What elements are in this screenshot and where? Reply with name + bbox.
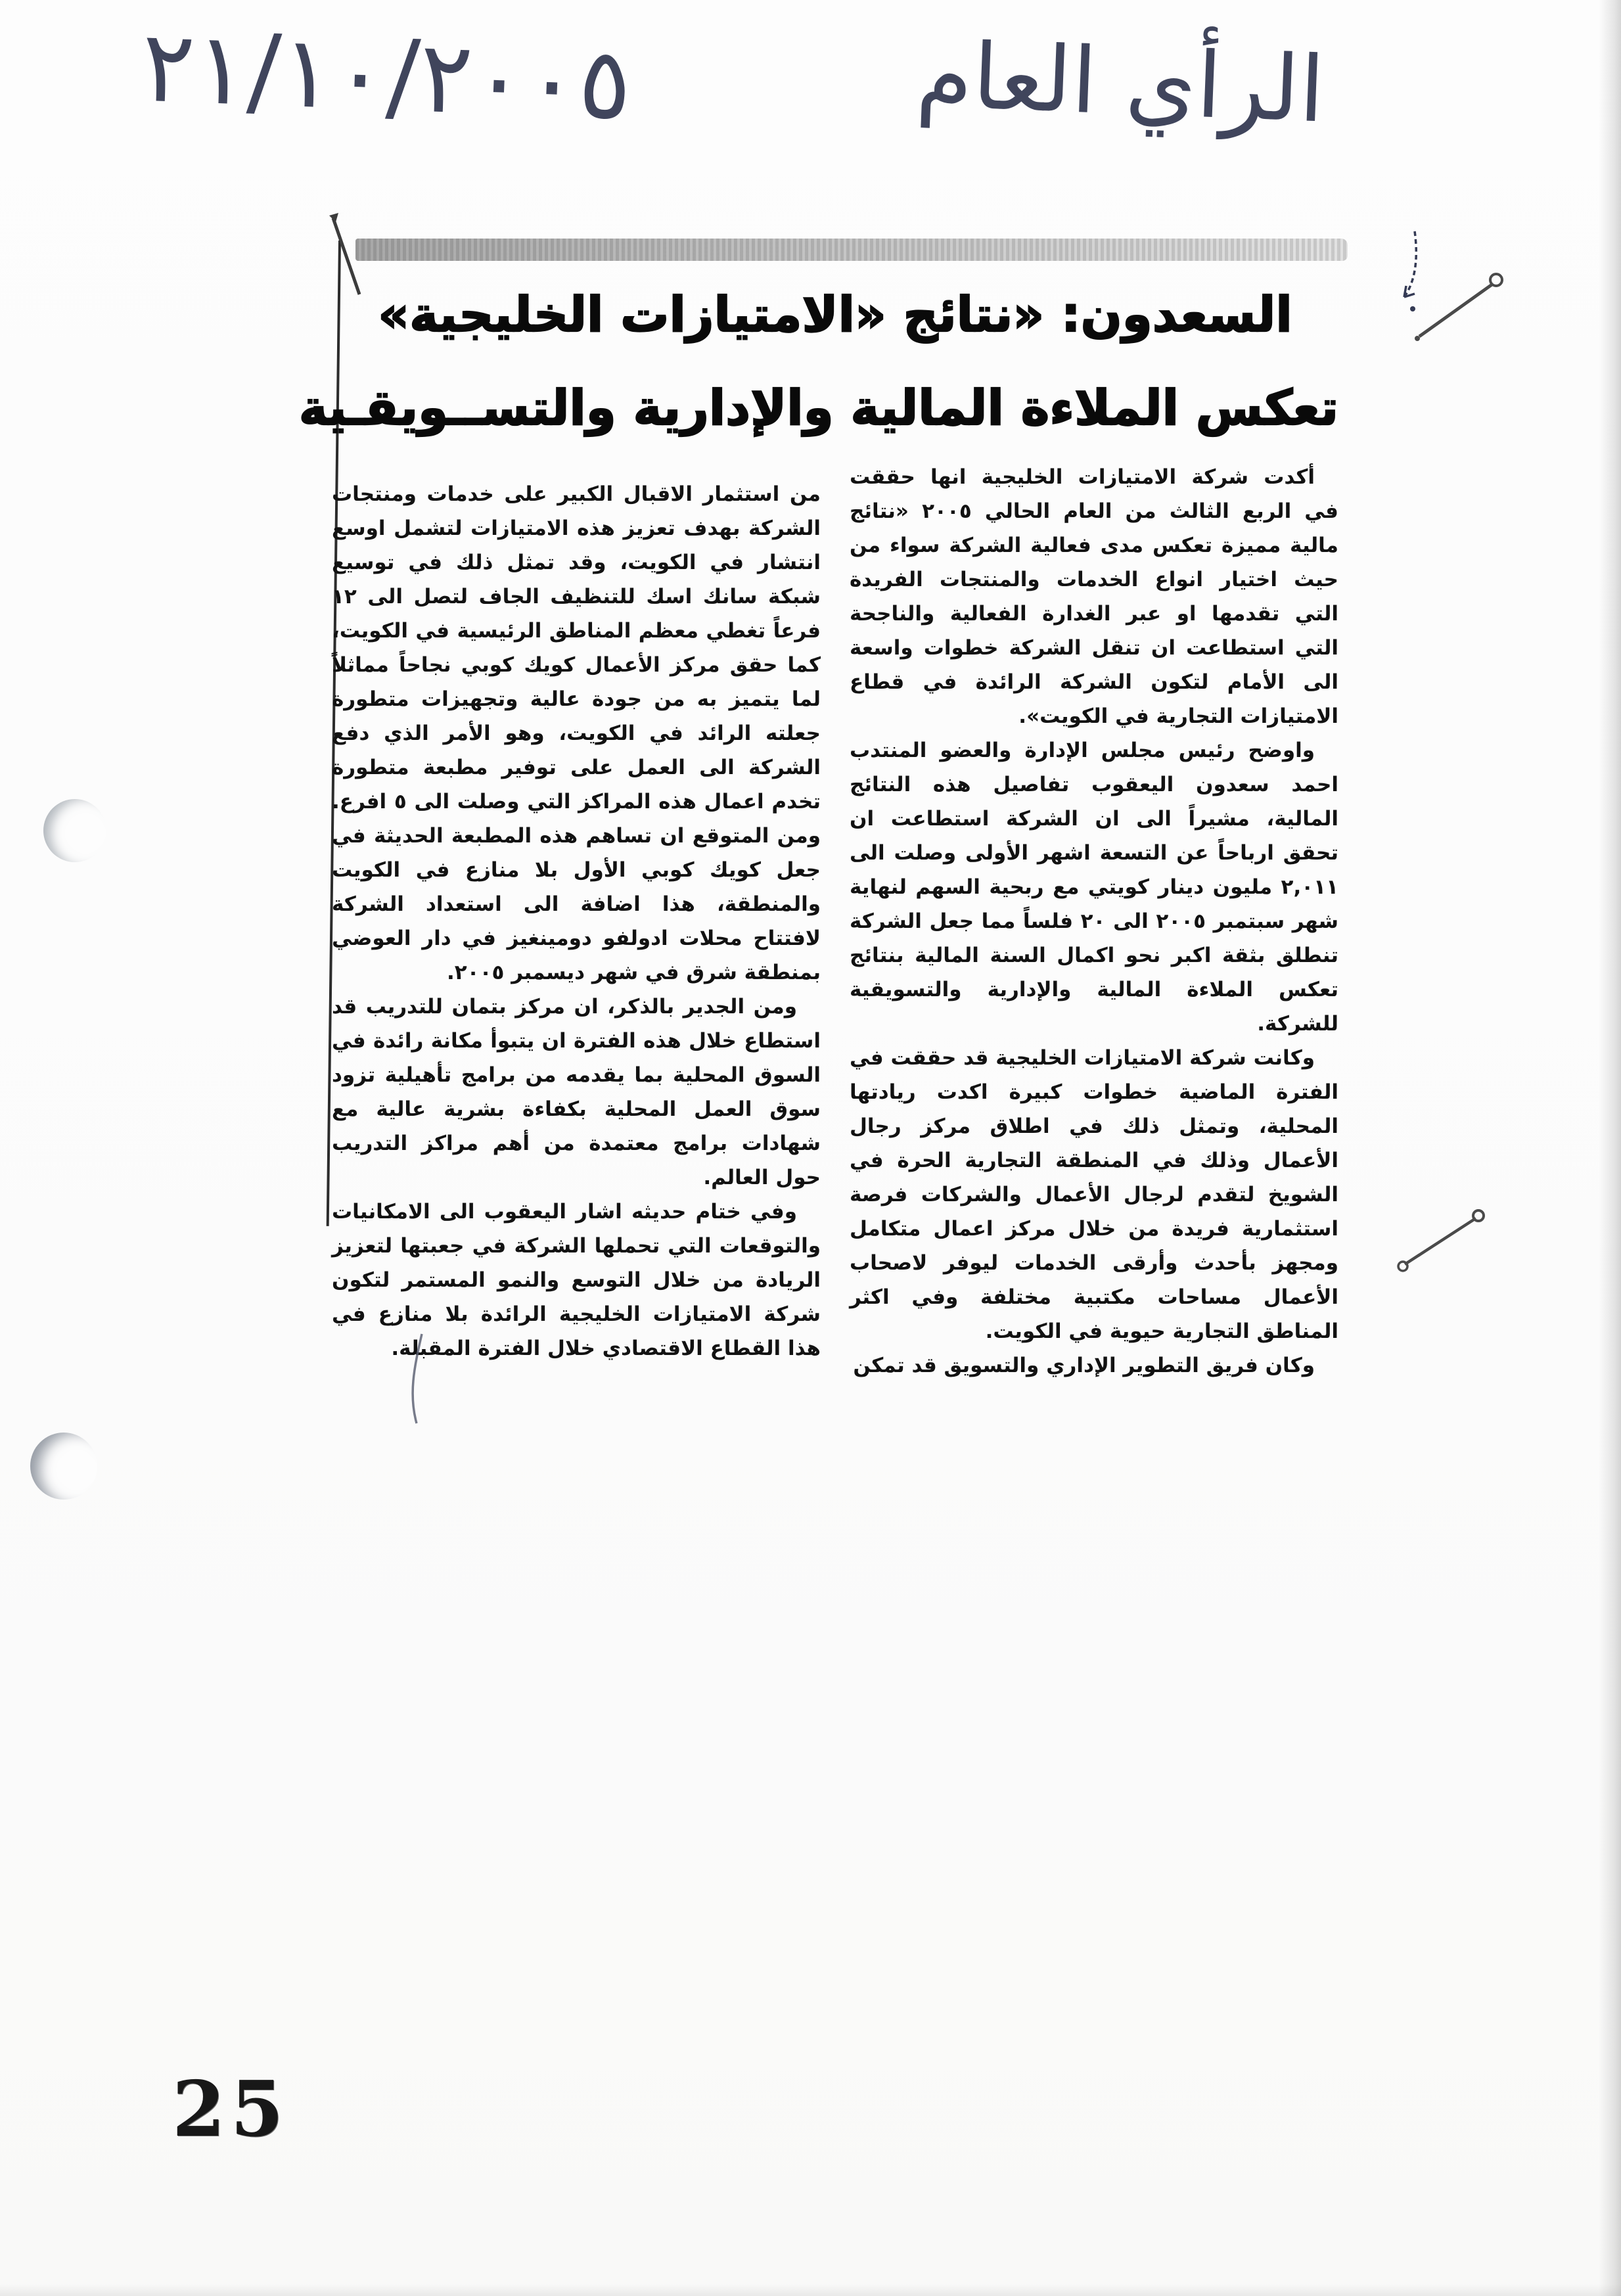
article-paragraph: ومن الجدير بالذكر، ان مركز بتمان للتدريب قد استطاع خلال هذه الفترة ان يتبوأ مكانة رائدة في السوق المحلية بما يقدمه من برامج تأهيلية تزود سوق العمل المحلية بكفاءة بشرية عالية مع شهادات برامج معتمدة من أهم مراكز التدريب حول العالم. <box>332 995 821 1189</box>
article-paragraph: واوضح رئيس مجلس الإدارة والعضو المنتدب احمد سعدون اليعقوب تفاصيل هذه النتائج المالية، مشيراً الى ان الشركة استطاعت ان تحقق ارباحاً عن التسعة اشهر الأولى وصلت الى ٢,٠١١ مليون دينار كويتي مع ربحية السهم لنهاية شهر سبتمبر ٢٠٠٥ الى ٢٠ فلساً مما جعل الشركة تنطلق بثقة اكبر نحو اكمال السنة المالية بنتائج تعكس الملاءة المالية والإدارية والتسويقية للشركة. <box>850 739 1339 1036</box>
article-paragraph: أكدت شركة الامتيازات الخليجية انها حققت في الربع الثالث من العام الحالي ٢٠٠٥ «نتائج مالية مميزة تعكس مدى فعالية الشركة سواء من حيث اختيار انواع الخدمات والمنتجات الفريدة التي تقدمها او عبر الغدارة الفعالية والناجحة التي استطاعت ان تنقل الشركة خطوات واسعة الى الأمام لتكون الشركة الرائدة في قطاع الامتيازات التجارية في الكويت». <box>850 465 1338 728</box>
handwritten-source-name: الرأي العام <box>914 21 1327 143</box>
hole-punch-shadow <box>30 1433 97 1500</box>
scan-edge-shadow <box>1599 0 1621 2296</box>
article-paragraph: وكان فريق التطوير الإداري والتسويق قد تمكن <box>853 1354 1315 1377</box>
article-body <box>332 460 1338 1383</box>
arrow-ink-mark <box>1404 231 1416 311</box>
scan-edge-shadow <box>0 2284 1621 2296</box>
hole-punch-shadow <box>43 799 106 862</box>
article-paragraph: وكانت شركة الامتيازات الخليجية قد حققت في الفترة الماضية خطوات كبيرة اكدت ريادتها المحلية، وتمثل ذلك في اطلاق مركز رجال الأعمال وذلك في المنطقة التجارية الحرة في الشويخ لتقدم لرجال الأعمال والشركات فرصة استثمارية فريدة من خلال مركز اعمال متكامل ومجهز بأحدث وأرقى الخدمات ليوفر لاصحاب الأعمال مساحات مكتبية مختلفة وفي اكثر المناطق التجارية حيوية في الكويت. <box>850 1046 1338 1343</box>
pin-icon <box>1415 274 1502 341</box>
page-number: 25 <box>172 2065 289 2154</box>
clipping-edge-smudge <box>355 239 1348 261</box>
article-paragraph: وفي ختام حديثه اشار اليعقوب الى الامكانيات والتوقعات التي تحملها الشركة في جعبتها لتعزيز الريادة من خلال التوسع والنمو المستمر لتكون شركة الامتيازات الخليجية الرائدة بلا منازع في هذا القطاع الاقتصادي خلال الفترة المقبلة. <box>332 1200 821 1360</box>
headline-line-1: السعدون: «نتائج «الامتيازات الخليجية» <box>378 287 1292 343</box>
pin-icon <box>1398 1210 1484 1271</box>
article-paragraph: من استثمار الاقبال الكبير على خدمات ومنتجات الشركة بهدف تعزيز هذه الامتيازات لتشمل اوسع انتشار في الكويت، وقد تمثل ذلك في توسيع شبكة سانك اسك للتنظيف الجاف لتصل الى ١٢ فرعاً تغطي معظم المناطق الرئيسية في الكويت، كما حقق مركز الأعمال كويك كوبي نجاحاً مماثلاً لما يتميز به من جودة عالية وتجهيزات متطورة جعلته الرائد في الكويت، وهو الأمر الذي دفع الشركة الى العمل على توفير مطبعة متطورة تخدم اعمال هذه المراكز التي وصلت الى ٥ افرع. ومن المتوقع ان تساهم هذه المطبعة الحديثة في جعل كويك كوبي الأول بلا منازع في الكويت والمنطقة، هذا اضافة الى استعداد الشركة لافتتاح محلات ادولفو دومينغيز في دار العوضي بمنطقة شرق في شهر ديسمبر ٢٠٠٥. <box>332 482 821 984</box>
article-headline <box>298 268 1338 455</box>
article-column-right <box>850 460 1338 1383</box>
handwritten-date: ٢١/١٠/٢٠٠٥ <box>139 9 634 143</box>
article-column-left <box>332 460 821 1383</box>
handwritten-annotation <box>139 0 1327 193</box>
headline-line-2: تعكس الملاءة المالية والإدارية والتســويقـية <box>298 380 1338 436</box>
